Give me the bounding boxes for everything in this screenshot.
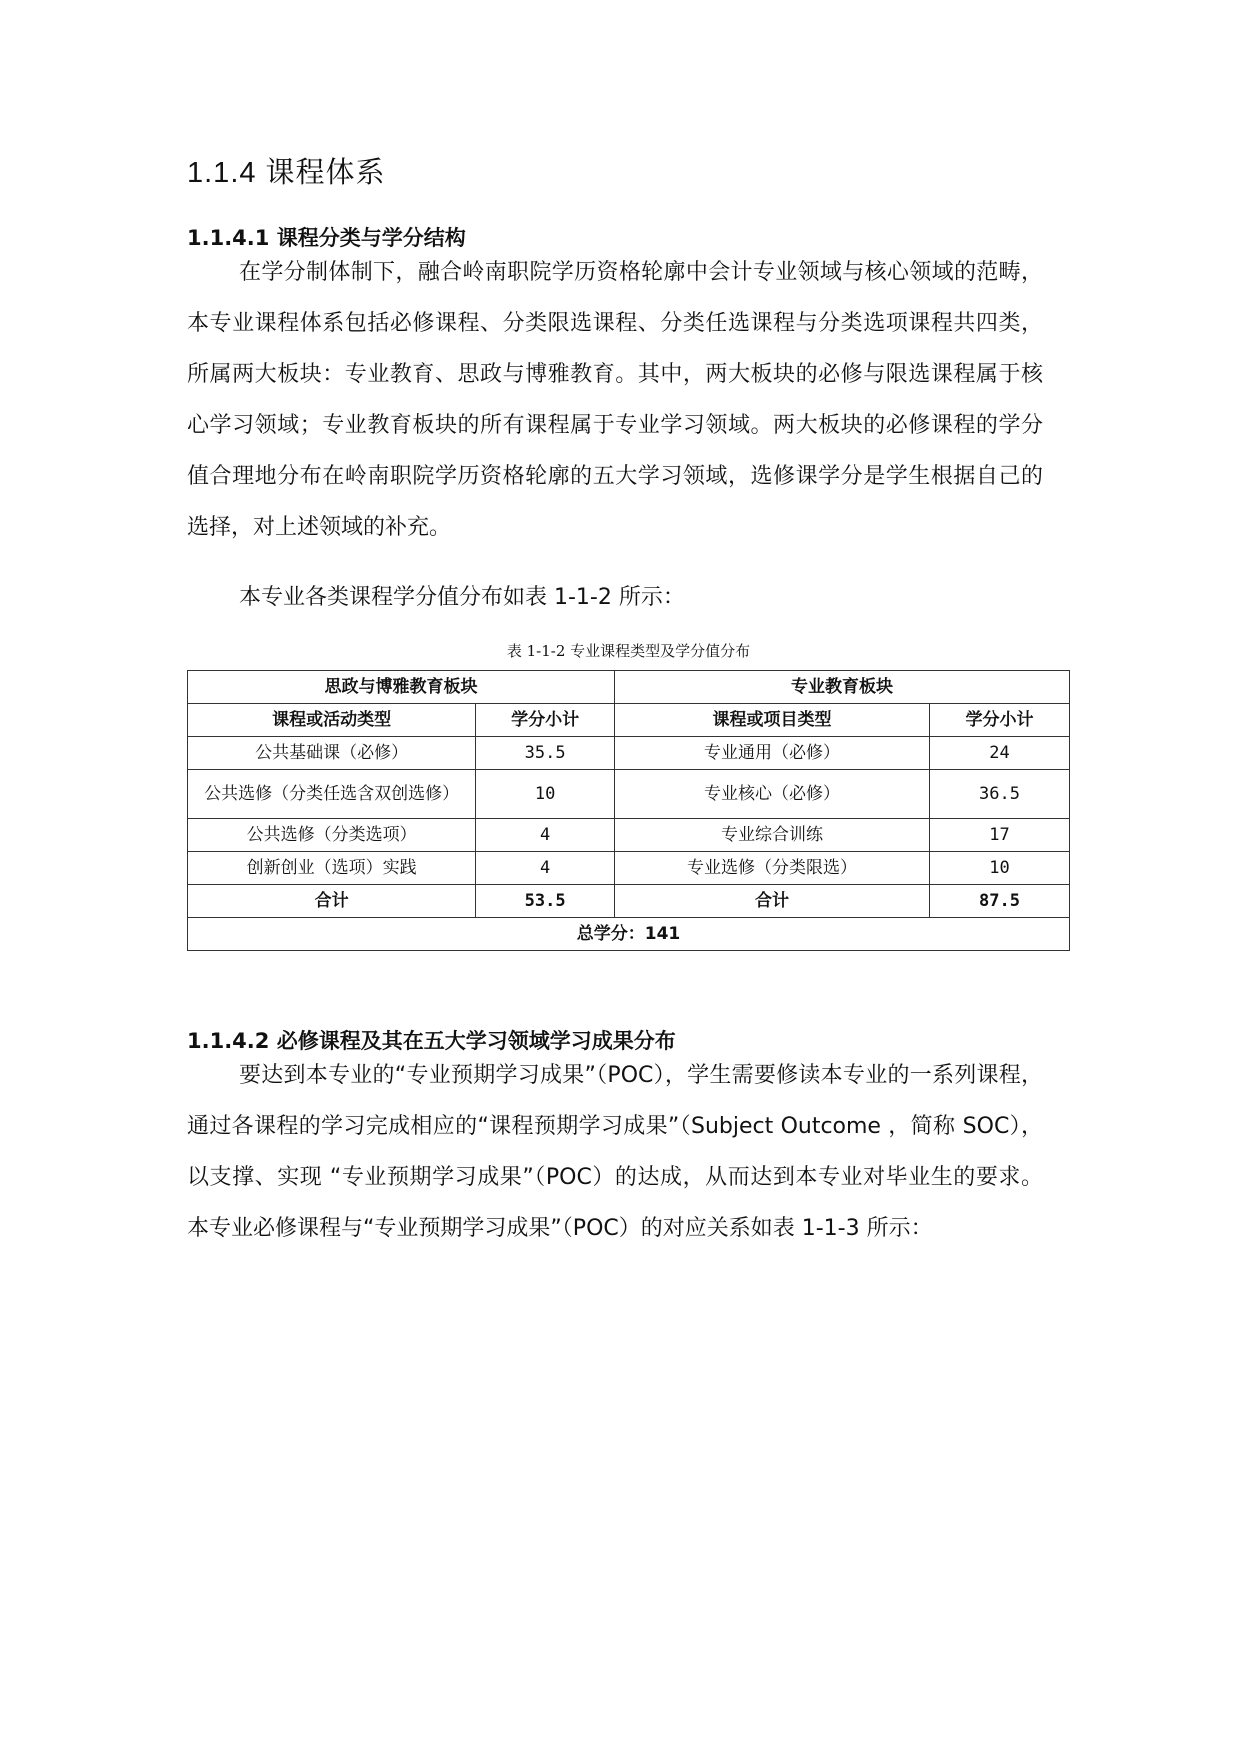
left-credit-cell: 10 bbox=[476, 770, 615, 819]
table-grand-total-row bbox=[188, 918, 1070, 951]
left-total-value: 53.5 bbox=[476, 885, 615, 918]
table-row bbox=[188, 852, 1070, 885]
grand-total: 总学分：141 bbox=[188, 918, 1070, 951]
right-group-header: 专业教育板块 bbox=[615, 671, 1070, 704]
left-type-cell: 公共基础课（必修） bbox=[188, 737, 476, 770]
right-credit-cell: 10 bbox=[930, 852, 1070, 885]
course-structure-paragraph: 在学分制体制下，融合岭南职院学历资格轮廓中会计专业领域与核心领域的范畴，本专业课程体系包括必修课程、分类限选课程、分类任选课程与分类选项课程共四类，所属两大板块：专业教育、思政与博雅教育。其中，两大板块的必修与限选课程属于核心学习领域；专业教育板块的所有课程属于专业学习领域。两大板块的必修课程的学分值合理地分布在岭南职院学历资格轮廓的五大学习领域，选修课学分是学生根据自己的选择，对上述领域的补充。 bbox=[187, 260, 1043, 540]
right-total-value: 87.5 bbox=[930, 885, 1070, 918]
right-total-label: 合计 bbox=[615, 885, 930, 918]
left-credit-cell: 4 bbox=[476, 852, 615, 885]
required-courses-paragraph: 要达到本专业的“专业预期学习成果”（POC），学生需要修读本专业的一系列课程，通过各课程的学习完成相应的“课程预期学习成果”（Subject Outcome ，简称 SOC），以支撑、实现 “专业预期学习成果”（POC）的达成，从而达到本专业对毕业生的要求。本专业必修课程与“专业预期学习成果”（POC）的对应关系如表 1-1-3 所示： bbox=[187, 1063, 1043, 1241]
table-group-header-row bbox=[188, 671, 1070, 704]
table-total-row bbox=[188, 885, 1070, 918]
right-credit-cell: 36.5 bbox=[930, 770, 1070, 819]
table-column-header-row bbox=[188, 704, 1070, 737]
table-caption: 表 1-1-2 专业课程类型及学分值分布 bbox=[506, 642, 751, 660]
left-type-header: 课程或活动类型 bbox=[188, 704, 476, 737]
table-row bbox=[188, 770, 1070, 819]
section-heading: 1.1.4 课程体系 bbox=[187, 157, 386, 189]
left-credit-cell: 4 bbox=[476, 819, 615, 852]
right-credit-header: 学分小计 bbox=[930, 704, 1070, 737]
right-type-cell: 专业核心（必修） bbox=[615, 770, 930, 819]
right-credit-cell: 24 bbox=[930, 737, 1070, 770]
right-type-header: 课程或项目类型 bbox=[615, 704, 930, 737]
left-credit-header: 学分小计 bbox=[476, 704, 615, 737]
right-type-cell: 专业通用（必修） bbox=[615, 737, 930, 770]
right-type-cell: 专业综合训练 bbox=[615, 819, 930, 852]
credit-distribution-table bbox=[187, 670, 1070, 951]
left-type-cell: 创新创业（选项）实践 bbox=[188, 852, 476, 885]
left-group-header: 思政与博雅教育板块 bbox=[188, 671, 615, 704]
table-row bbox=[188, 737, 1070, 770]
left-total-label: 合计 bbox=[188, 885, 476, 918]
left-type-cell: 公共选修（分类任选含双创选修） bbox=[188, 770, 476, 819]
left-type-cell: 公共选修（分类选项） bbox=[188, 819, 476, 852]
table-intro-text: 本专业各类课程学分值分布如表 1-1-2 所示： bbox=[239, 585, 685, 610]
subsection-heading-course-structure: 1.1.4.1 课程分类与学分结构 bbox=[187, 226, 466, 250]
left-credit-cell: 35.5 bbox=[476, 737, 615, 770]
subsection-heading-required-courses: 1.1.4.2 必修课程及其在五大学习领域学习成果分布 bbox=[187, 1029, 676, 1053]
table-row bbox=[188, 819, 1070, 852]
right-credit-cell: 17 bbox=[930, 819, 1070, 852]
right-type-cell: 专业选修（分类限选） bbox=[615, 852, 930, 885]
